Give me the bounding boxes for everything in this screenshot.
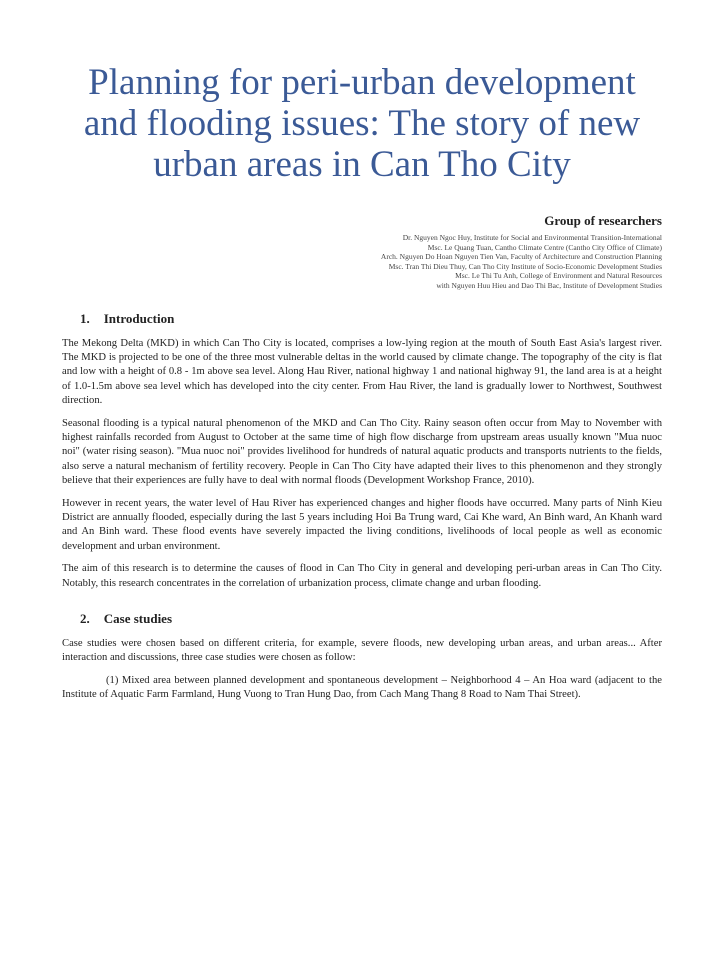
- section-title: Case studies: [103, 611, 173, 627]
- paragraph: The Mekong Delta (MKD) in which Can Tho City is located, comprises a low-lying region at the mouth of South East Asia's largest river. The MKD is projected to be one of the three most vulnerable deltas in the world caused by climate change. The topography of the city is flat and low with a height of 0.8 - 1m above sea level. Along Hau River, national highway 1 and national highway 91, the land area is at a height of 1.0-1.5m above sea level which has developed into the city center. From Hau River, the land is gradually lower to Northwest, Southwest direction.: [62, 337, 662, 407]
- affiliation-line: Msc. Le Quang Tuan, Cantho Climate Centre (Cantho City Office of Climate): [427, 242, 662, 252]
- paper-title: Planning for peri-urban development and flooding issues: The story of new urban areas in Can Tho City: [83, 62, 641, 185]
- affiliation-line: Dr. Nguyen Ngoc Huy, Institute for Social and Environmental Transition-International: [402, 233, 662, 242]
- paragraph: Seasonal flooding is a typical natural phenomenon of the MKD and Can Tho City. Rainy season often occur from May to November with highest rainfalls recorded from August to October at the same time of high flow discharge from upstream areas usually known "Mua nuoc noi" (water rising season). "Mua nuoc noi" provides livelihood for hundreds of natural aquatic products and transports nutrients to the fields, also serve a natural mechanism of fertility recovery. People in Can Tho City have adapted their lives to this phenomenon and they strongly believe that their experiences are fully have to deal with normal floods (Development Workshop France, 2010).: [62, 417, 662, 487]
- affiliation-line: Msc. Le Thi Tu Anh, College of Environment and Natural Resources: [455, 271, 662, 281]
- section-introduction: [62, 311, 662, 592]
- paragraph: (1) Mixed area between planned development and spontaneous development – Neighborhood 4 – An Hoa ward (adjacent to the Institute of Aquatic Farm Farmland, Hung Vuong to Tran Hung Dao, from Cach Mang Thang 8 Road to Nam Thai Street).: [62, 674, 662, 701]
- paragraph: However in recent years, the water level of Hau River has experienced changes and higher floods have occurred. Many parts of Ninh Kieu District are annually flooded, especially during the last 5 years including Hoi Ba Trung ward, Cai Khe ward, An Binh ward, An Khanh ward and An Binh ward. These flood events have severely impacted the living conditions, livelihoods of local people as well as economic development and urban environment.: [62, 497, 662, 552]
- authors-block: [62, 213, 662, 291]
- affiliation-line: Arch. Nguyen Do Hoan Nguyen Tien Van, Faculty of Architecture and Construction Planning: [380, 252, 662, 262]
- section-heading: [80, 611, 662, 627]
- affiliation-line: Msc. Tran Thi Dieu Thuy, Can Tho City Institute of Socio-Economic Development Studies: [388, 261, 662, 271]
- section-heading: [80, 311, 662, 327]
- paragraph: Case studies were chosen based on different criteria, for example, severe floods, new developing urban areas, and urban areas... After interaction and discussions, three case studies were chosen as follow:: [62, 638, 662, 664]
- section-number: 2.: [80, 611, 90, 627]
- affiliations: [62, 233, 662, 291]
- section-case-studies: [62, 611, 662, 703]
- paragraph: The aim of this research is to determine the causes of flood in Can Tho City in general and developing peri-urban areas in Can Tho City. Notably, this research concentrates in the correlation of urbanization process, climate change and urban flooding.: [62, 563, 662, 589]
- affiliation-line: with Nguyen Huu Hieu and Dao Thi Bac, Institute of Development Studies: [436, 280, 662, 290]
- section-title: Introduction: [103, 310, 175, 326]
- authors-heading: Group of researchers: [544, 213, 662, 228]
- section-number: 1.: [80, 310, 90, 326]
